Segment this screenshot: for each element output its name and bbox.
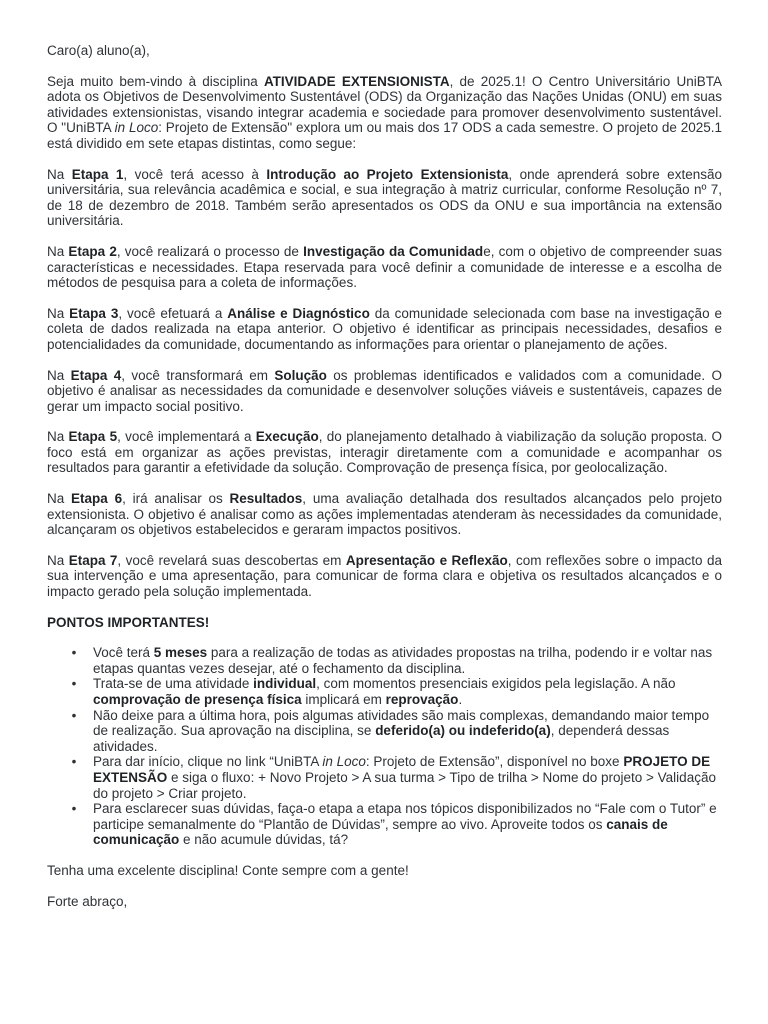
list-item (71, 707, 722, 755)
bullet-text: . (458, 692, 463, 707)
list-item (71, 676, 722, 707)
important-points-list (47, 645, 722, 848)
stage-text: Na (47, 491, 72, 507)
bullet-icon: • (71, 801, 77, 817)
bullet-bold: individual (253, 676, 317, 692)
stage-text: Na (47, 243, 69, 259)
stage-1-paragraph (47, 167, 722, 229)
stage-text: , você realizará o processo de (116, 243, 304, 259)
in-loco-italic: in Loco (114, 120, 159, 136)
bullet-bold: comprovação de presença física (93, 692, 302, 707)
stage-text: , com reflexões sobre o impacto da sua intervenção e uma apresentação, para comunicar de forma clara e objetiva os resultados alcançados e o impacto gerado pela solução implementada. (47, 552, 722, 600)
bullet-text: : Projeto de Extensão”, disponível no boxe (365, 754, 624, 770)
bullet-text: para a realização de todas as atividades propostas na trilha, podendo ir e voltar nas etapas quantas vezes desejar, até o fechamento da disciplina. (93, 645, 713, 676)
stage-text: os problemas identificados e validados com a comunidade. O objetivo é analisar as necessidades da comunidade e desenvolver soluções viáveis e sustentáveis, capazes de gerar um impacto social positivo. (47, 367, 722, 414)
stage-label: Etapa 1 (71, 166, 124, 182)
stage-text: Na (47, 305, 70, 321)
stage-label: Etapa 4 (70, 367, 122, 383)
bullet-text: , com momentos presenciais exigidos pela legislação. A não (316, 676, 676, 692)
signoff: Forte abraço, (47, 893, 128, 909)
bullet-icon: • (71, 754, 77, 770)
stage-text: , você terá acesso à (123, 166, 267, 182)
bullet-bold: 5 meses (153, 645, 208, 661)
stage-text: Na (47, 429, 69, 445)
list-item (71, 754, 722, 801)
stage-text: , irá analisar os (122, 491, 230, 507)
bullet-text: Não deixe para a última hora, pois algumas atividades são mais complexas, demandando maior tempo de realização. Sua aprovação na disciplina, se (93, 707, 710, 739)
stage-text: , do planejamento detalhado à viabilização da solução proposta. O foco está em organizar as ações previstas, interagir diretamente com a comunidade e acompanhar os resultados para garantir a efetividade da solução. Comprovação de presença física, por geolocalização. (47, 429, 722, 476)
bullet-bold: PROJETO DE EXTENSÃO (93, 754, 711, 785)
stage-topic: Apresentação e Reflexão (345, 552, 508, 568)
intro-text-1: Seja muito bem-vindo à disciplina (47, 73, 264, 89)
stage-2-paragraph (47, 244, 722, 291)
stage-text: e, com o objetivo de compreender suas características e necessidades. Etapa reservada para você definir a comunidade de interesse e a escolha de métodos de pesquisa para a coleta de informações. (47, 243, 722, 291)
bullet-text: Você terá (93, 645, 154, 661)
list-item (71, 645, 722, 676)
stage-5-paragraph (47, 429, 722, 476)
stage-4-paragraph (47, 368, 722, 415)
stage-label: Etapa 7 (68, 552, 118, 568)
intro-text-3: : Projeto de Extensão" explora um ou mais dos 17 ODS a cada semestre. O projeto de 2025.1 está dividido em sete etapas distintas, como segue: (47, 120, 722, 151)
closing-line: Tenha uma excelente disciplina! Conte sempre com a gente! (47, 862, 409, 878)
bullet-text: e não acumule dúvidas, tá? (179, 832, 349, 848)
stage-topic: Investigação da Comunidad (303, 243, 484, 259)
bullet-icon: • (71, 645, 77, 661)
stage-text: Na (47, 367, 71, 383)
bullet-text: Trata-se de uma atividade (93, 676, 254, 692)
stage-label: Etapa 5 (68, 429, 118, 445)
list-item (71, 801, 722, 848)
stage-3-paragraph (47, 306, 722, 353)
stage-label: Etapa 2 (68, 243, 117, 259)
bullet-bold: reprovação (385, 692, 459, 707)
stage-topic: Solução (274, 367, 327, 383)
bullet-bold: canais de comunicação (93, 816, 668, 848)
stage-text: , onde aprenderá sobre extensão universitária, sua relevância acadêmica e social, e sua integração à matriz curricular, conforme Resolução nº 7, de 18 de dezembro de 2018. Também serão apresentados os ODS da ONU e sua importância na extensão universitária. (47, 166, 722, 229)
stage-7-paragraph (47, 553, 722, 600)
stage-label: Etapa 6 (71, 491, 123, 507)
stage-6-paragraph (47, 491, 722, 538)
greeting: Caro(a) aluno(a), (47, 43, 150, 58)
bullet-bold: deferido(a) ou indeferido(a) (375, 723, 551, 739)
stage-text: Na (47, 552, 69, 568)
bullet-text: Para esclarecer suas dúvidas, faça-o etapa a etapa nos tópicos disponibilizados no “Fale com o Tutor” e participe semanalmente do “Plantão de Dúvidas”, sempre ao vivo. Aproveite todos os (93, 801, 717, 832)
stage-topic: Execução (255, 429, 319, 445)
intro-paragraph (47, 74, 722, 152)
stage-text: da comunidade selecionada com base na investigação e coleta de dados realizada na etapa anterior. O objetivo é identificar as principais necessidades, desafios e potencialidades da comunidade, documentando as informações para orientar o planejamento de ações. (47, 305, 722, 352)
intro-text-2: , de 2025.1! O Centro Universitário UniBTA adota os Objetivos de Desenvolvimento Sustentável (ODS) da Organização das Nações Unidas (ONU) em suas atividades extensionistas, visando integrar academia e sociedade para promover desenvolvimento sustentável. O "UniBTA (47, 73, 722, 136)
important-points-heading: PONTOS IMPORTANTES! (47, 614, 210, 630)
stage-text: , você revelará suas descobertas em (117, 552, 346, 568)
stage-text: , uma avaliação detalhada dos resultados alcançados pelo projeto extensionista. O objetivo é analisar como as ações implementadas atenderam às necessidades da comunidade, alcançaram os objetivos estabelecidos e geraram impactos positivos. (47, 491, 723, 538)
stage-text: , você implementará a (117, 429, 256, 445)
bullet-icon: • (71, 676, 77, 692)
in-loco-italic: in Loco (322, 754, 366, 770)
bullet-icon: • (71, 707, 77, 723)
stage-text: , você transformará em (121, 367, 275, 383)
stage-topic: Introdução ao Projeto Extensionista (266, 166, 509, 182)
bullet-text: , dependerá dessas atividades. (93, 723, 670, 754)
stage-topic: Análise e Diagnóstico (227, 305, 370, 321)
bullet-text: Para dar início, clique no link “UniBTA (93, 754, 323, 770)
stage-text: , você efetuará a (118, 305, 228, 321)
stage-label: Etapa 3 (69, 305, 119, 321)
bullet-text: implicará em (301, 692, 386, 707)
course-name: ATIVIDADE EXTENSIONISTA (263, 73, 450, 89)
stage-topic: Resultados (229, 491, 303, 507)
stage-text: Na (47, 166, 72, 182)
bullet-text: e siga o fluxo: + Novo Projeto > A sua turma > Tipo de trilha > Nome do projeto > Validação do projeto > Criar projeto. (93, 769, 716, 801)
